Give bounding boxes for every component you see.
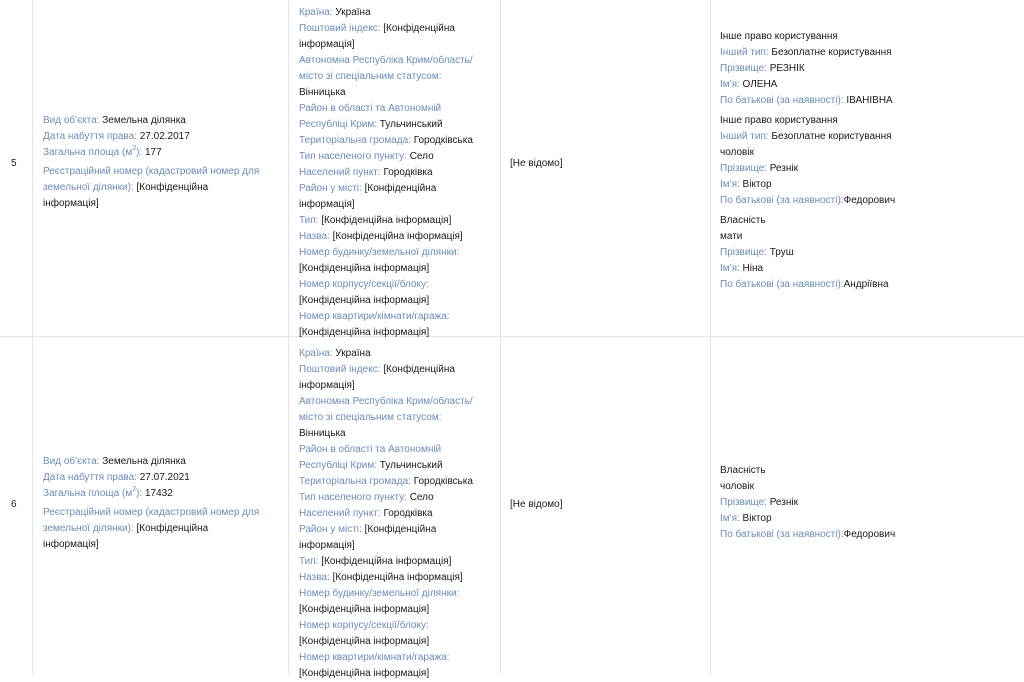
- name-label: Ім'я:: [720, 79, 740, 90]
- region-label-cont: місто зі спеціальним статусом:: [299, 71, 442, 82]
- patronymic-label: По батькові (за наявності):: [720, 195, 844, 206]
- street-type-value: [Конфіденційна інформація]: [321, 556, 452, 567]
- patronymic-value: Федорович: [843, 195, 896, 206]
- house-label: Номер будинку/земельної ділянки:: [299, 247, 460, 258]
- country-value: Україна: [335, 7, 371, 18]
- region-value: Вінницька: [299, 428, 346, 439]
- name-label: Ім'я:: [720, 263, 740, 274]
- patronymic-label: По батькові (за наявності):: [720, 529, 844, 540]
- right-holder: [720, 463, 1020, 543]
- postal-label: Поштовий індекс:: [299, 23, 381, 34]
- street-name-label: Назва:: [299, 231, 330, 242]
- patronymic-value: Андріївна: [843, 279, 889, 290]
- name-value: ОЛЕНА: [742, 79, 778, 90]
- surname-label: Прізвище:: [720, 163, 767, 174]
- settlement-label: Населений пункт:: [299, 508, 381, 519]
- district-label: Район в області та Автономній: [299, 444, 442, 455]
- district-label-cont: Республіці Крим:: [299, 460, 378, 471]
- postal-value: [Конфіденційна: [383, 364, 455, 375]
- city-district-value: [Конфіденційна: [364, 524, 437, 535]
- column-divider: [500, 337, 501, 674]
- right-kind: Інше право користування: [720, 115, 838, 126]
- other-type-value: Безоплатне користування: [771, 47, 892, 58]
- table-row: [0, 337, 1024, 679]
- postal-value: [Конфіденційна: [383, 23, 455, 34]
- surname-value: Труш: [769, 247, 794, 258]
- surname-value: РЕЗНІК: [769, 63, 805, 74]
- region-label: Автономна Республіка Крим/область/: [299, 396, 473, 407]
- column-divider: [288, 337, 289, 674]
- settlement-type-label: Тип населеного пункту:: [299, 492, 407, 503]
- street-name-label: Назва:: [299, 572, 330, 583]
- patronymic-label: По батькові (за наявності):: [720, 95, 844, 106]
- postal-label: Поштовий індекс:: [299, 364, 381, 375]
- right-holder: [720, 29, 1020, 109]
- relation-value: мати: [720, 231, 743, 242]
- country-label: Країна:: [299, 7, 333, 18]
- postal-value-cont: інформація]: [299, 39, 355, 50]
- settlement-type-value: Село: [409, 492, 434, 503]
- building-value: [Конфіденційна інформація]: [299, 636, 430, 647]
- apartment-label: Номер квартири/кімнати/гаража:: [299, 311, 450, 322]
- country-label: Країна:: [299, 348, 333, 359]
- region-label-cont: місто зі спеціальним статусом:: [299, 412, 442, 423]
- object-type-value: Земельна ділянка: [102, 115, 186, 126]
- region-value: Вінницька: [299, 87, 346, 98]
- district-value: Тульчинський: [379, 119, 443, 130]
- building-label: Номер корпусу/секції/блоку:: [299, 279, 429, 290]
- rights-info: [720, 29, 1020, 297]
- settlement-value: Городківка: [383, 508, 433, 519]
- apartment-value: [Конфіденційна інформація]: [299, 327, 430, 338]
- address-info: [299, 346, 495, 682]
- district-label: Район в області та Автономній: [299, 103, 442, 114]
- city-district-value-cont: інформація]: [299, 199, 355, 210]
- city-district-value-cont: інформація]: [299, 540, 355, 551]
- district-value: Тульчинський: [379, 460, 443, 471]
- acquire-date-value: 27.02.2017: [139, 131, 190, 142]
- reg-number-label: Реєстраційний номер (кадастровий номер для: [43, 166, 260, 177]
- area-label: Загальна площа $(м^2)$:: [43, 486, 143, 499]
- row-number: 6: [11, 499, 17, 510]
- right-kind: Інше право користування: [720, 31, 838, 42]
- region-label: Автономна Республіка Крим/область/: [299, 55, 473, 66]
- relation-value: чоловік: [720, 481, 754, 492]
- name-label: Ім'я:: [720, 513, 740, 524]
- object-info: [43, 454, 283, 553]
- city-district-label: Район у місті:: [299, 524, 362, 535]
- reg-number-value-cont: інформація]: [43, 198, 99, 209]
- name-value: Ніна: [742, 263, 764, 274]
- city-district-value: [Конфіденційна: [364, 183, 437, 194]
- hromada-label: Територіальна громада:: [299, 476, 411, 487]
- street-type-label: Тип:: [299, 215, 319, 226]
- acquire-date-value: 27.07.2021: [139, 472, 190, 483]
- other-type-value: Безоплатне користування: [771, 131, 892, 142]
- object-type-value: Земельна ділянка: [102, 456, 186, 467]
- column-divider: [288, 0, 289, 336]
- house-value: [Конфіденційна інформація]: [299, 604, 430, 615]
- area-value: 177: [145, 147, 162, 158]
- other-type-label: Інший тип:: [720, 47, 769, 58]
- column-divider: [32, 337, 33, 674]
- street-name-value: [Конфіденційна інформація]: [332, 231, 463, 242]
- hromada-value: Городківська: [413, 476, 473, 487]
- right-kind: Власність: [720, 215, 766, 226]
- rights-info: [720, 463, 1020, 547]
- settlement-value: Городківка: [383, 167, 433, 178]
- reg-number-value-cont: інформація]: [43, 539, 99, 550]
- settlement-label: Населений пункт:: [299, 167, 381, 178]
- surname-label: Прізвище:: [720, 247, 767, 258]
- column-divider: [710, 337, 711, 674]
- hromada-value: Городківська: [413, 135, 473, 146]
- reg-number-label: Реєстраційний номер (кадастровий номер для: [43, 507, 260, 518]
- postal-value-cont: інформація]: [299, 380, 355, 391]
- building-label: Номер корпусу/секції/блоку:: [299, 620, 429, 631]
- object-type-label: Вид об'єкта:: [43, 115, 100, 126]
- surname-label: Прізвище:: [720, 63, 767, 74]
- right-holder: [720, 113, 1020, 209]
- cost-value: [Не відомо]: [510, 158, 563, 169]
- street-name-value: [Конфіденційна інформація]: [332, 572, 463, 583]
- address-info: [299, 5, 495, 341]
- name-label: Ім'я:: [720, 179, 740, 190]
- apartment-label: Номер квартири/кімнати/гаража:: [299, 652, 450, 663]
- building-value: [Конфіденційна інформація]: [299, 295, 430, 306]
- reg-number-label-cont: земельної ділянки):: [43, 523, 134, 534]
- house-value: [Конфіденційна інформація]: [299, 263, 430, 274]
- settlement-type-value: Село: [409, 151, 434, 162]
- relation-value: чоловік: [720, 147, 754, 158]
- surname-value: Резнік: [769, 497, 798, 508]
- row-number: 5: [11, 158, 17, 169]
- country-value: Україна: [335, 348, 371, 359]
- reg-number-label-cont: земельної ділянки):: [43, 182, 134, 193]
- name-value: Віктор: [742, 513, 772, 524]
- name-value: Віктор: [742, 179, 772, 190]
- acquire-date-label: Дата набуття права:: [43, 472, 137, 483]
- right-kind: Власність: [720, 465, 766, 476]
- column-divider: [32, 0, 33, 336]
- patronymic-value: ІВАНІВНА: [846, 95, 893, 106]
- patronymic-value: Федорович: [843, 529, 896, 540]
- surname-label: Прізвище:: [720, 497, 767, 508]
- column-divider: [710, 0, 711, 336]
- right-holder: [720, 213, 1020, 293]
- street-type-value: [Конфіденційна інформація]: [321, 215, 452, 226]
- object-type-label: Вид об'єкта:: [43, 456, 100, 467]
- other-type-label: Інший тип:: [720, 131, 769, 142]
- column-divider: [500, 0, 501, 336]
- house-label: Номер будинку/земельної ділянки:: [299, 588, 460, 599]
- hromada-label: Територіальна громада:: [299, 135, 411, 146]
- table-row: [0, 0, 1024, 337]
- apartment-value: [Конфіденційна інформація]: [299, 668, 430, 679]
- patronymic-label: По батькові (за наявності):: [720, 279, 844, 290]
- area-value: 17432: [145, 488, 173, 499]
- surname-value: Резнік: [769, 163, 798, 174]
- reg-number-value: [Конфіденційна: [136, 182, 209, 193]
- cost-value: [Не відомо]: [510, 499, 563, 510]
- reg-number-value: [Конфіденційна: [136, 523, 209, 534]
- street-type-label: Тип:: [299, 556, 319, 567]
- area-label: Загальна площа $(м^2)$:: [43, 145, 143, 158]
- district-label-cont: Республіці Крим:: [299, 119, 378, 130]
- acquire-date-label: Дата набуття права:: [43, 131, 137, 142]
- city-district-label: Район у місті:: [299, 183, 362, 194]
- settlement-type-label: Тип населеного пункту:: [299, 151, 407, 162]
- object-info: [43, 113, 283, 212]
